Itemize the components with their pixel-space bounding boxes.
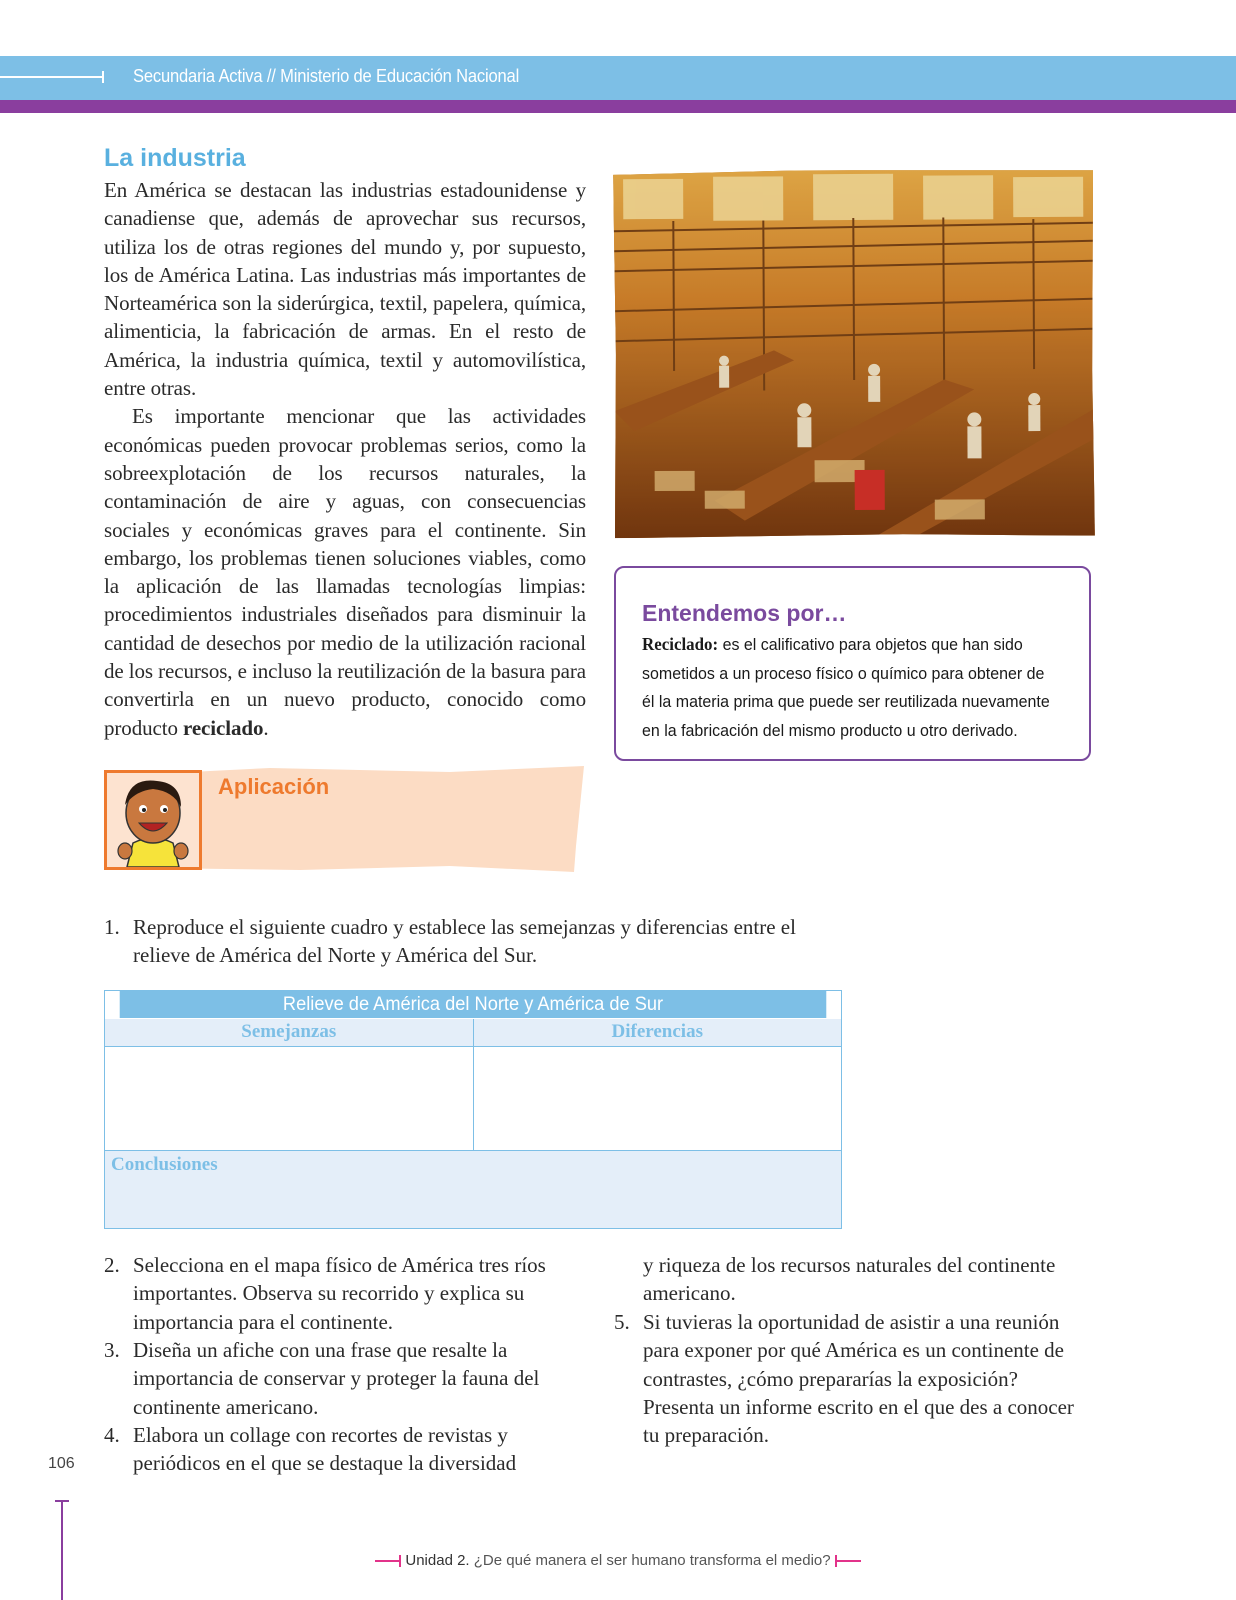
paragraph-2-bold: reciclado	[183, 715, 264, 740]
activity-1	[104, 913, 824, 970]
section-body	[104, 176, 586, 742]
activity-number: 3.	[104, 1338, 120, 1362]
activity-text: y riqueza de los recursos naturales del continente americano.	[643, 1253, 1056, 1306]
footer-question: ¿De qué manera el ser humano transforma el medio?	[469, 1552, 831, 1569]
table-title: Relieve de América del Norte y América de Sur	[120, 991, 827, 1018]
aplicacion-banner	[150, 766, 584, 874]
definition-term: Reciclado:	[642, 634, 719, 654]
table-conclusions-label: Conclusiones	[111, 1154, 218, 1175]
table-cell-semejanzas	[105, 1047, 474, 1150]
activity-text: Reproduce el siguiente cuadro y establece las semejanzas y diferencias entre el relieve de América del Norte y América del Sur.	[133, 915, 796, 968]
aplicacion-title: Aplicación	[218, 774, 330, 799]
definition-title: Entendemos por…	[642, 600, 847, 626]
activity-4-continued	[614, 1251, 1094, 1308]
activity-text: Si tuvieras la oportunidad de asistir a una reunión para exponer por qué América es un continente de contrastes, ¿cómo prepararías la exposición? Presenta un informe escrito en el que des a conocer tu preparación.	[643, 1310, 1074, 1448]
footer-bar-right	[835, 1560, 861, 1562]
factory-photo	[613, 169, 1095, 539]
header-rule	[0, 76, 104, 78]
activity-number: 4.	[104, 1423, 120, 1447]
activity-5	[614, 1308, 1094, 1449]
activity-text: Elabora un collage con recortes de revistas y periódicos en el que se destaque la diversidad	[133, 1423, 517, 1476]
paragraph-2	[104, 402, 586, 742]
section-title: La industria	[104, 144, 246, 172]
table-cell-diferencias	[474, 1047, 842, 1150]
table-body-row	[105, 1047, 841, 1151]
comparison-table	[104, 990, 842, 1229]
paragraph-2-end: .	[263, 715, 269, 740]
left-margin-rule	[61, 1500, 63, 1600]
table-header-row	[105, 1018, 841, 1047]
factory-photo-svg	[613, 169, 1095, 539]
header-publisher: Secundaria Activa // Ministerio de Educación Nacional	[133, 66, 520, 86]
activity-number: 2.	[104, 1253, 120, 1277]
activity-text: Diseña un afiche con una frase que resalte la importancia de conservar y proteger la fauna del continente americano.	[133, 1338, 540, 1419]
paragraph-2-text: Es importante mencionar que las actividades económicas pueden provocar problemas serios, como la sobreexplotación de los recursos naturales, la contaminación de aire y aguas, con consecuencias sociales y económicas graves para el continente. Sin embargo, los problemas tienen soluciones viables, como la aplicación de las llamadas tecnologías limpias: procedimientos industriales diseñados para disminuir la cantidad de desechos por medio de la utilización racional de los recursos, e incluso la reutilización de la basura para convertirla en un nuevo producto, conocido como producto	[104, 404, 586, 740]
table-conclusions-row	[105, 1151, 841, 1228]
footer-bar-left	[375, 1560, 401, 1562]
table-header-diferencias: Diferencias	[611, 1021, 703, 1042]
header-rule-tick	[102, 71, 104, 83]
student-avatar-frame	[104, 770, 202, 870]
definition-body: es el calificativo para objetos que han sido sometidos a un proceso físico o químico para obtener de él la materia prima que puede ser reutilizada nuevamente en la fabricación del mismo producto u otro derivado.	[642, 635, 1050, 740]
activity-3	[104, 1336, 584, 1421]
footer-unit: Unidad 2.	[405, 1552, 470, 1569]
definition-text	[642, 630, 1056, 745]
paragraph-1: En América se destacan las industrias estadounidense y canadiense que, además de aprovechar sus recursos, utiliza los de otras regiones del mundo y, por supuesto, los de América Latina. Las industrias más importantes de Norteamérica son la siderúrgica, textil, papelera, química, alimenticia, la fabricación de armas. En el resto de América, la industria química, textil y automovilística, entre otras.	[104, 178, 586, 401]
activity-number: 1.	[104, 915, 120, 939]
footer	[0, 1552, 1236, 1569]
activity-4	[104, 1421, 584, 1478]
left-margin-rule-tick	[55, 1500, 69, 1502]
table-header-semejanzas: Semejanzas	[105, 1019, 474, 1046]
activity-number: 5.	[614, 1310, 630, 1334]
student-avatar	[107, 773, 199, 867]
header-stripe	[0, 100, 1236, 113]
activity-2	[104, 1251, 584, 1336]
activity-text: Selecciona en el mapa físico de América tres ríos importantes. Observa su recorrido y explica su importancia para el continente.	[133, 1253, 546, 1334]
page-number: 106	[48, 1455, 75, 1472]
